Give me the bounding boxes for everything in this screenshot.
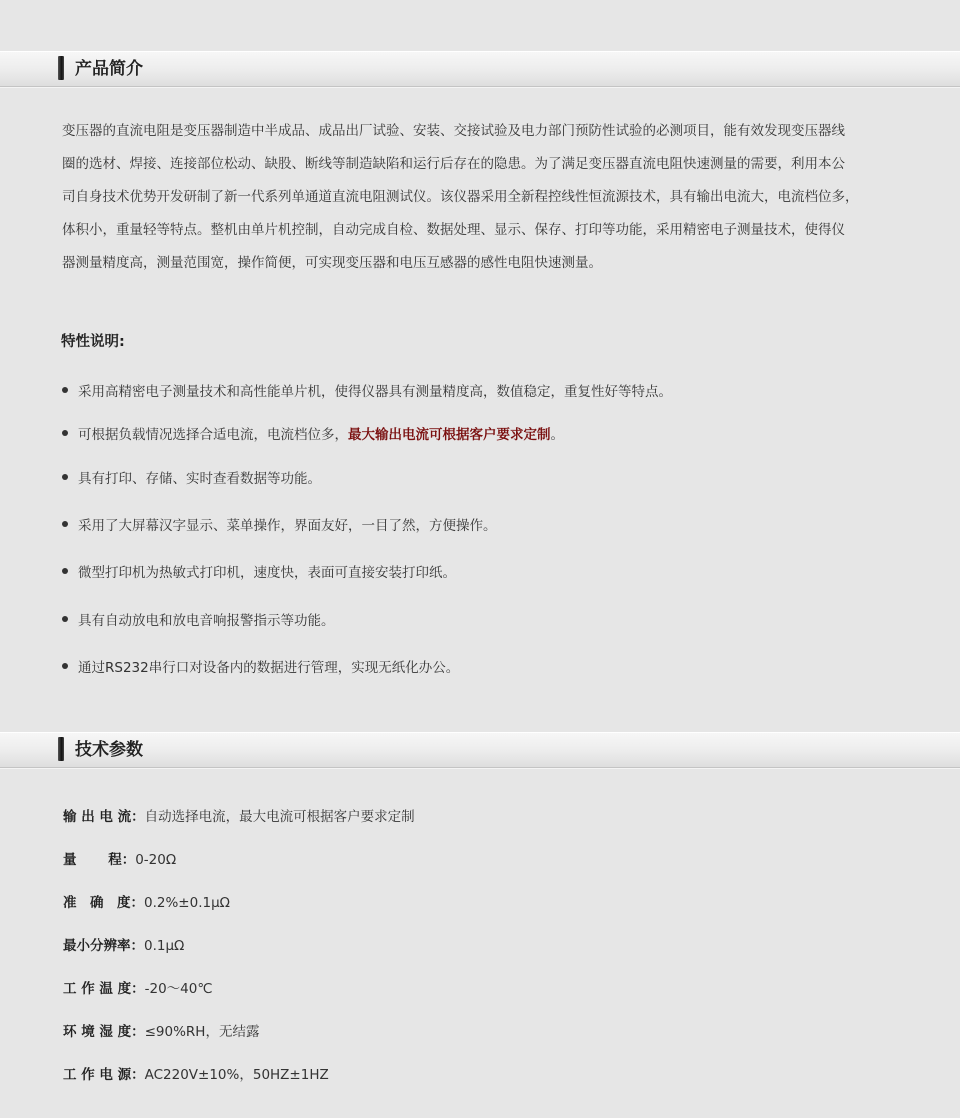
spec-label: 工 作 电 源：: [63, 1067, 145, 1083]
feature-item: [62, 609, 335, 633]
spec-row-humidity: [63, 1020, 259, 1044]
bullet-icon: [62, 616, 68, 622]
feature-item: [62, 467, 321, 491]
bullet-icon: [62, 474, 68, 480]
spec-value: 自动选择电流，最大电流可根据客户要求定制: [144, 809, 415, 825]
feature-item: [62, 561, 456, 585]
spec-row-temperature: [63, 977, 213, 1001]
feature-text: 具有自动放电和放电音响报警指示等功能。: [78, 613, 335, 629]
intro-line: 司自身技术优势开发研制了新一代系列单通道直流电阻测试仪。该仪器采用全新程控线性恒流源技术，具有输出电流大，电流档位多，: [62, 189, 859, 205]
spec-row-power: [63, 1063, 329, 1087]
feature-text: 可根据负载情况选择合适电流，电流档位多，: [78, 427, 348, 443]
spec-row-accuracy: [63, 891, 230, 915]
intro-line: 变压器的直流电阻是变压器制造中半成品、成品出厂试验、安装、交接试验及电力部门预防性试验的必测项目，能有效发现变压器线: [62, 123, 845, 139]
spec-label: 工 作 温 度：: [63, 981, 145, 997]
spec-row-output-current: [63, 805, 415, 829]
spec-row-resolution: [63, 934, 184, 958]
feature-item: [62, 423, 564, 447]
spec-label: 最小分辨率：: [63, 938, 144, 954]
feature-highlight: 最大输出电流可根据客户要求定制: [348, 427, 551, 443]
intro-line: 体积小，重量轻等特点。整机由单片机控制，自动完成自检、数据处理、显示、保存、打印等功能，采用精密电子测量技术，使得仪: [62, 222, 845, 238]
bullet-icon: [62, 568, 68, 574]
spec-label: 输 出 电 流：: [63, 809, 145, 825]
features-title: 特性说明:: [61, 334, 125, 350]
feature-item: [62, 514, 497, 538]
bullet-icon: [62, 521, 68, 527]
bullet-icon: [62, 663, 68, 669]
feature-suffix: 。: [550, 427, 564, 443]
intro-section-title: 产品简介: [75, 59, 143, 79]
intro-line: 器测量精度高，测量范围宽，操作简便，可实现变压器和电压互感器的感性电阻快速测量。: [62, 255, 602, 271]
feature-text: 具有打印、存储、实时查看数据等功能。: [78, 471, 321, 487]
feature-text: 通过RS232串行口对设备内的数据进行管理，实现无纸化办公。: [78, 660, 460, 676]
spec-label: 准 确 度：: [63, 895, 144, 911]
spec-label: 量 程：: [63, 852, 136, 868]
intro-line: 圈的选材、焊接、连接部位松动、缺股、断线等制造缺陷和运行后存在的隐患。为了满足变压器直流电阻快速测量的需要，利用本公: [62, 156, 845, 172]
spec-value: 0.1μΩ: [144, 938, 185, 954]
specs-section-title: 技术参数: [75, 740, 143, 760]
feature-text: 采用高精密电子测量技术和高性能单片机，使得仪器具有测量精度高，数值稳定，重复性好等特点。: [78, 384, 672, 400]
intro-section-header: [0, 51, 960, 87]
section-marker-icon: [58, 56, 64, 80]
specs-section-header: [0, 732, 960, 768]
spec-value: -20～40℃: [144, 981, 213, 997]
spec-value: ≤90%RH，无结露: [144, 1024, 260, 1040]
spec-label: 环 境 湿 度：: [63, 1024, 145, 1040]
spec-value: AC220V±10%，50HZ±1HZ: [144, 1067, 329, 1083]
bullet-icon: [62, 430, 68, 436]
intro-paragraph: [62, 115, 902, 280]
section-marker-icon: [58, 737, 64, 761]
feature-item: [62, 380, 672, 404]
spec-value: 0.2%±0.1μΩ: [144, 895, 230, 911]
spec-value: 0-20Ω: [135, 852, 177, 868]
feature-text: 采用了大屏幕汉字显示、菜单操作，界面友好，一目了然，方便操作。: [78, 518, 497, 534]
bullet-icon: [62, 387, 68, 393]
spec-row-range: [63, 848, 176, 872]
feature-item: [62, 656, 459, 680]
feature-text: 微型打印机为热敏式打印机，速度快，表面可直接安装打印纸。: [78, 565, 456, 581]
